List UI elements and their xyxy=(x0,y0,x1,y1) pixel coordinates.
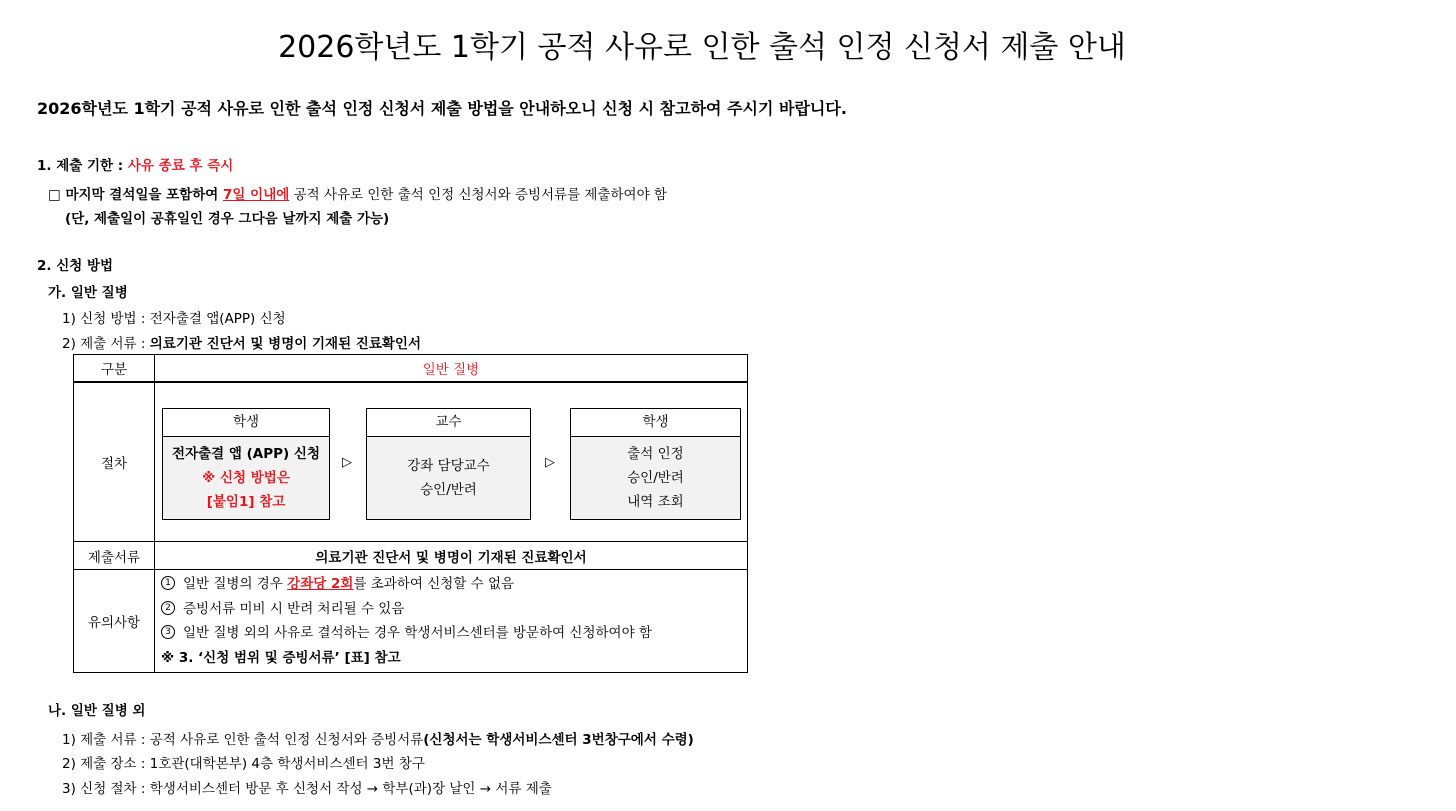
circled-number-icon: 2 xyxy=(161,601,175,615)
docs-value: 의료기관 진단서 및 병명이 기재된 진료확인서 xyxy=(155,542,748,570)
note-item xyxy=(161,621,747,646)
section2-heading: 2. 신청 방법 xyxy=(37,258,114,274)
section2-a2-prefix: 2) 제출 서류 : xyxy=(62,336,150,352)
table-header-category: 구분 xyxy=(74,355,155,383)
arrow-icon: ▷ xyxy=(545,455,555,470)
step-line: 승인/반려 xyxy=(627,470,684,486)
step-line: 승인/반려 xyxy=(420,482,477,498)
section2-a2 xyxy=(62,332,421,352)
note-text: 일반 질병의 경우 xyxy=(183,576,288,592)
table-row-docs xyxy=(74,542,748,570)
step-box-student-result xyxy=(570,408,741,520)
section1-line1-suffix: 공적 사유로 인한 출석 인정 신청서와 증빙서류를 제출하여야 함 xyxy=(289,187,667,203)
notes-cell xyxy=(155,570,748,673)
note-item xyxy=(161,572,747,597)
arrow-icon: ▷ xyxy=(342,455,352,470)
table-row-procedure xyxy=(74,382,748,542)
section2-b1-prefix: 1) 제출 서류 : 공적 사유로 인한 출석 인정 신청서와 증빙서류 xyxy=(62,732,424,748)
step-line: [붙임1] 참고 xyxy=(206,494,286,510)
step-box-student-apply xyxy=(162,408,330,520)
procedure-label: 절차 xyxy=(74,382,155,542)
section1-heading xyxy=(37,154,233,174)
section1-line1-deadline: 7일 이내에 xyxy=(223,187,290,203)
step-line: 출석 인정 xyxy=(627,446,684,462)
step-box-professor xyxy=(366,408,531,520)
table-row-notes xyxy=(74,570,748,673)
step-line: ※ 신청 방법은 xyxy=(202,470,290,486)
step-line: 강좌 담당교수 xyxy=(407,458,490,474)
section1-deadline: 사유 종료 후 즉시 xyxy=(127,158,234,174)
section1-line1-prefix: □ 마지막 결석일을 포함하여 xyxy=(48,187,224,203)
circled-number-icon: 1 xyxy=(161,576,175,590)
step-header: 교수 xyxy=(367,409,530,437)
step-line: 전자출결 앱 (APP) 신청 xyxy=(172,446,320,462)
step-header: 학생 xyxy=(571,409,740,437)
section2-sub-a: 가. 일반 질병 xyxy=(48,285,128,301)
section1-line1 xyxy=(48,183,667,203)
circled-number-icon: 3 xyxy=(161,625,175,639)
section2-b2: 2) 제출 장소 : 1호관(대학본부) 4층 학생서비스센터 3번 창구 xyxy=(62,756,425,772)
step-body xyxy=(571,437,740,519)
note-text: 를 초과하여 신청할 수 없음 xyxy=(353,576,515,592)
section2-a2-bold: 의료기관 진단서 및 병명이 기재된 진료확인서 xyxy=(149,336,422,352)
intro-text: 2026학년도 1학기 공적 사유로 인한 출석 인정 신청서 제출 방법을 안내하오니 신청 시 참고하여 주시기 바랍니다. xyxy=(37,99,847,118)
table-header-general-illness: 일반 질병 xyxy=(155,355,748,383)
procedure-table xyxy=(73,354,748,673)
note-item xyxy=(161,597,747,622)
procedure-cell xyxy=(155,382,748,542)
section2-a1: 1) 신청 방법 : 전자출결 앱(APP) 신청 xyxy=(62,311,286,327)
procedure-flow xyxy=(155,383,747,541)
table-header-row xyxy=(74,355,748,383)
page-title: 2026학년도 1학기 공적 사유로 인한 출석 인정 신청서 제출 안내 xyxy=(278,30,1126,65)
note-highlight: 강좌당 2회 xyxy=(287,576,354,592)
docs-label: 제출서류 xyxy=(74,542,155,570)
section2-b3: 3) 신청 절차 : 학생서비스센터 방문 후 신청서 작성 → 학부(과)장 날인 → 서류 제출 xyxy=(62,781,552,797)
section2-b1-bold: (신청서는 학생서비스센터 3번창구에서 수령) xyxy=(423,732,694,748)
step-body xyxy=(163,437,329,519)
note-text: 증빙서류 미비 시 반려 처리될 수 있음 xyxy=(183,600,405,617)
section1-line2: (단, 제출일이 공휴일인 경우 그다음 날까지 제출 가능) xyxy=(65,211,390,227)
notes-label: 유의사항 xyxy=(74,570,155,673)
section2-b1 xyxy=(62,728,694,748)
note-reference: ※ 3. ‘신청 범위 및 증빙서류’ [표] 참고 xyxy=(161,649,401,666)
step-line: 내역 조회 xyxy=(627,494,684,510)
step-header: 학생 xyxy=(163,409,329,437)
section1-heading-label: 1. 제출 기한 : xyxy=(37,158,128,174)
note-text: 일반 질병 외의 사유로 결석하는 경우 학생서비스센터를 방문하여 신청하여야 함 xyxy=(183,625,652,641)
section2-sub-b: 나. 일반 질병 외 xyxy=(48,703,146,719)
step-body xyxy=(367,437,530,519)
